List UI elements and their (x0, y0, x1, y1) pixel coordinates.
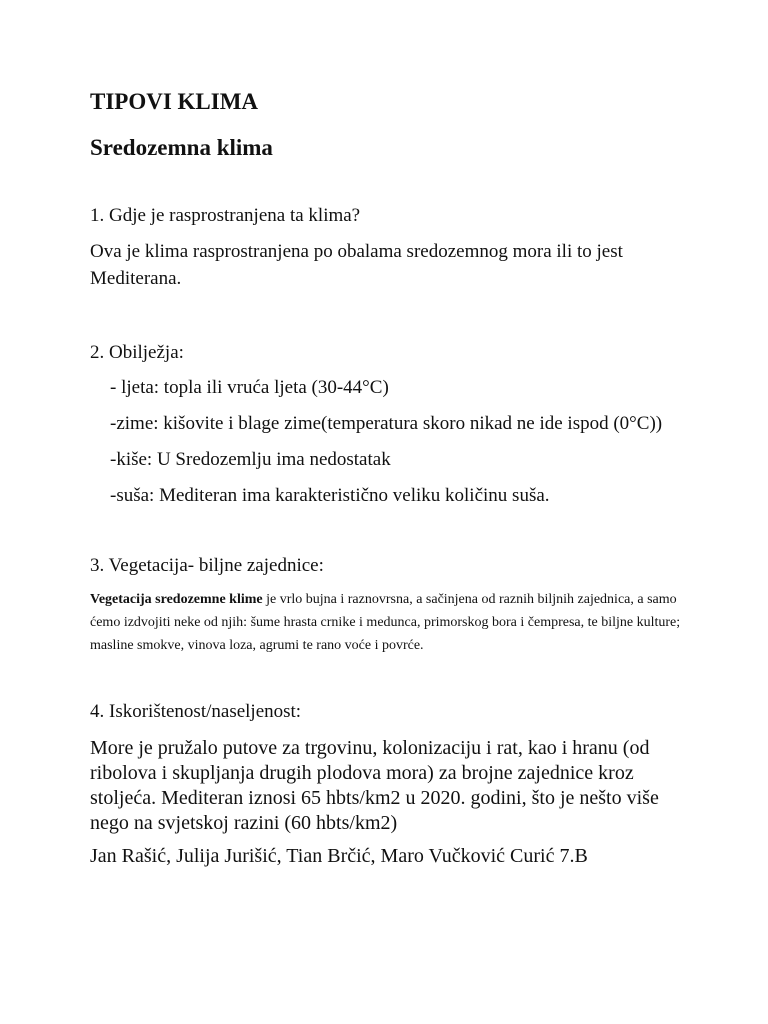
section-3-text: je vrlo bujna i raznovrsna, a sačinjena od raznih biljnih zajednica, a samo ćemo izdvojiti neke od njih: šume hrasta crnike i medunca, primorskog bora i čempresa, te biljne kulture; masline smokve, vinova loza, agrumi te rano voće i povrće. (90, 592, 681, 653)
document-subtitle: Sredozemna klima (90, 135, 273, 160)
section-2-item-drought: -suša: Mediteran ima karakteristično veliku količinu suša. (110, 485, 550, 506)
section-4-heading: 4. Iskorištenost/naseljenost: (90, 701, 302, 722)
section-2-heading: 2. Obilježja: (90, 342, 184, 363)
section-4-paragraph: More je pružalo putove za trgovinu, kolonizaciju i rat, kao i hranu (od ribolova i skupljanja drugih plodova mora) za brojne zajednice kroz stoljeća. Mediteran iznosi 65 hbts/km2 u 2020. godini, što je nešto više nego na svjetskoj razini (60 hbts/km2) (90, 737, 659, 834)
document-title: TIPOVI KLIMA (90, 89, 259, 114)
section-2-item-summer: - ljeta: topla ili vruća ljeta (30-44°C) (110, 377, 389, 398)
section-2-item-winter: -zime: kišovite i blage zime(temperatura skoro nikad ne ide ispod (0°C)) (110, 413, 663, 434)
section-3-paragraph (90, 588, 688, 657)
authors-line: Jan Rašić, Julija Jurišić, Tian Brčić, Maro Vučković Curić 7.B (90, 845, 588, 867)
section-1-question: 1. Gdje je rasprostranjena ta klima? (90, 205, 361, 226)
section-2-item-rain: -kiše: U Sredozemlju ima nedostatak (110, 449, 391, 470)
section-3-heading: 3. Vegetacija- biljne zajednice: (90, 555, 324, 576)
section-3-bold-lead: Vegetacija sredozemne klime (90, 592, 263, 607)
section-1-answer: Ova je klima rasprostranjena po obalama sredozemnog mora ili to jest Mediterana. (90, 241, 623, 289)
